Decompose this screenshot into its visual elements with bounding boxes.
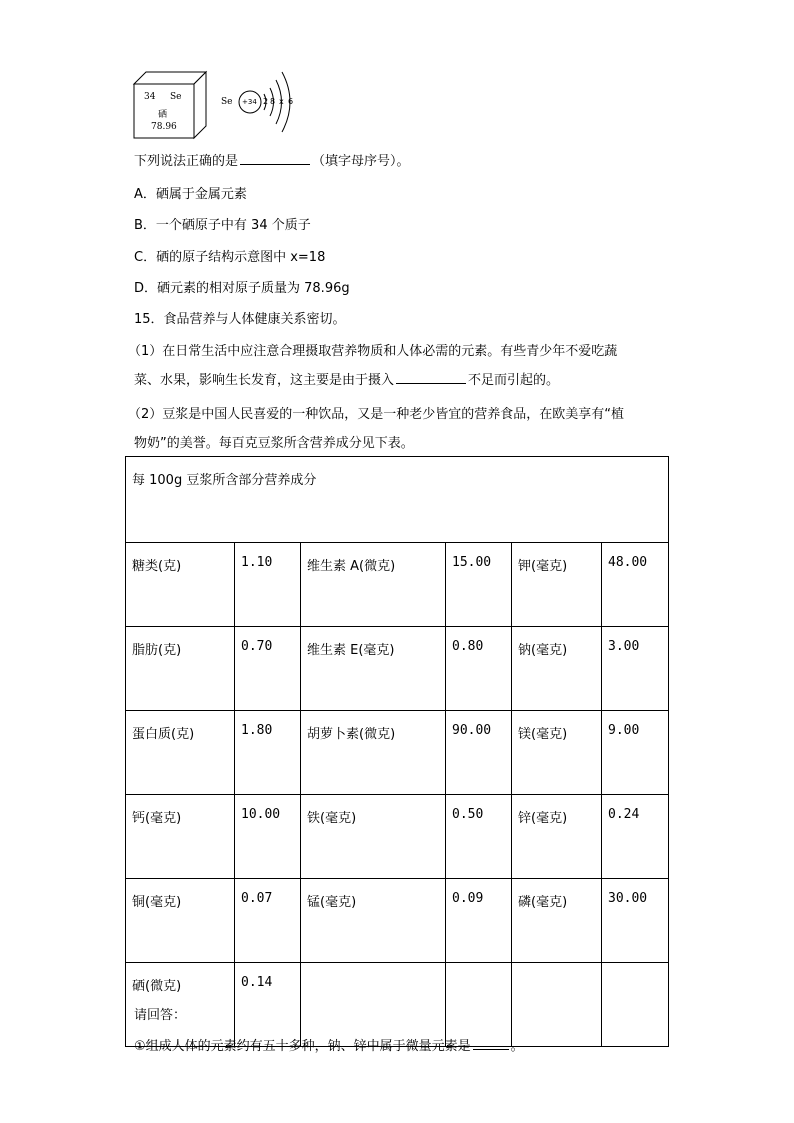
answer-prompt: 请回答： xyxy=(134,1008,187,1023)
q14-option-d: D．硒元素的相对原子质量为 78.96g xyxy=(134,281,350,296)
table-header: 每 100g 豆浆所含部分营养成分 xyxy=(126,457,669,543)
q15-part2-line1: （2）豆浆是中国人民喜爱的一种饮品，又是一种老少皆宜的营养食品，在欧美享有“植 xyxy=(128,407,625,422)
table-row xyxy=(126,543,669,627)
q15-part1-blank[interactable] xyxy=(396,371,466,384)
table-cell: 维生素 A(微克) xyxy=(301,543,446,627)
nutrition-table xyxy=(125,456,669,1047)
table-cell: 3.00 xyxy=(602,627,669,711)
table-row xyxy=(126,963,669,1047)
table-cell xyxy=(301,963,446,1047)
answer-q1: ①组成人体的元素约有五十多种，钠、锌中属于微量元素是 。 xyxy=(134,1039,524,1054)
table-cell: 钠(毫克) xyxy=(512,627,602,711)
table-cell: 1.10 xyxy=(235,543,301,627)
table-cell: 蛋白质(克) xyxy=(126,711,235,795)
table-cell xyxy=(446,963,512,1047)
q15-part1-line2: 菜、水果，影响生长发育，这主要是由于摄入 不足而引起的。 xyxy=(134,373,560,388)
table-cell: 钙(毫克) xyxy=(126,795,235,879)
table-row xyxy=(126,627,669,711)
table-cell: 9.00 xyxy=(602,711,669,795)
shell-1-electrons: 2 xyxy=(263,97,269,106)
atomic-mass: 78.96 xyxy=(151,122,177,132)
q15-title: 15．食品营养与人体健康关系密切。 xyxy=(134,312,346,327)
q15-part2-line2: 物奶”的美誉。每百克豆浆所含营养成分见下表。 xyxy=(134,436,414,451)
table-cell: 钾(毫克) xyxy=(512,543,602,627)
table-cell: 脂肪(克) xyxy=(126,627,235,711)
table-row xyxy=(126,711,669,795)
table-cell: 30.00 xyxy=(602,879,669,963)
table-cell: 0.50 xyxy=(446,795,512,879)
table-cell: 胡萝卜素(微克) xyxy=(301,711,446,795)
q14-prompt: 下列说法正确的是 （填字母序号）。 xyxy=(134,154,410,169)
table-cell: 硒(微克) xyxy=(126,963,235,1047)
q14-answer-blank[interactable] xyxy=(240,152,310,165)
table-row xyxy=(126,879,669,963)
table-cell: 铁(毫克) xyxy=(301,795,446,879)
table-cell: 0.14 xyxy=(235,963,301,1047)
table-cell: 0.07 xyxy=(235,879,301,963)
table-cell: 磷(毫克) xyxy=(512,879,602,963)
table-cell: 0.24 xyxy=(602,795,669,879)
table-cell: 铜(毫克) xyxy=(126,879,235,963)
shell-3-electrons: x xyxy=(279,97,284,106)
q14-option-c: C．硒的原子结构示意图中 x=18 xyxy=(134,250,326,265)
table-cell xyxy=(602,963,669,1047)
q14-option-a: A．硒属于金属元素 xyxy=(134,187,247,202)
table-cell: 15.00 xyxy=(446,543,512,627)
table-cell: 维生素 E(毫克) xyxy=(301,627,446,711)
table-cell: 0.80 xyxy=(446,627,512,711)
table-row xyxy=(126,795,669,879)
shell-2-electrons: 8 xyxy=(270,97,276,106)
table-cell: 1.80 xyxy=(235,711,301,795)
atom-symbol: Se xyxy=(221,97,233,107)
nucleus-charge: +34 xyxy=(242,98,257,106)
element-symbol: Se xyxy=(170,92,182,102)
q14-option-b: B．一个硒原子中有 34 个质子 xyxy=(134,218,311,233)
element-name: 硒 xyxy=(158,110,168,120)
table-cell: 糖类(克) xyxy=(126,543,235,627)
q15-part1-line1: （1）在日常生活中应注意合理摄取营养物质和人体必需的元素。有些青少年不爱吃蔬 xyxy=(128,344,618,359)
atomic-number: 34 xyxy=(144,92,156,102)
table-cell: 锌(毫克) xyxy=(512,795,602,879)
table-cell: 48.00 xyxy=(602,543,669,627)
table-cell xyxy=(512,963,602,1047)
table-cell: 0.09 xyxy=(446,879,512,963)
table-cell: 锰(毫克) xyxy=(301,879,446,963)
answer-q1-blank[interactable] xyxy=(473,1037,509,1050)
table-cell: 10.00 xyxy=(235,795,301,879)
shell-4-electrons: 6 xyxy=(288,97,294,106)
table-cell: 镁(毫克) xyxy=(512,711,602,795)
table-cell: 0.70 xyxy=(235,627,301,711)
table-cell: 90.00 xyxy=(446,711,512,795)
table-header-row xyxy=(126,457,669,543)
